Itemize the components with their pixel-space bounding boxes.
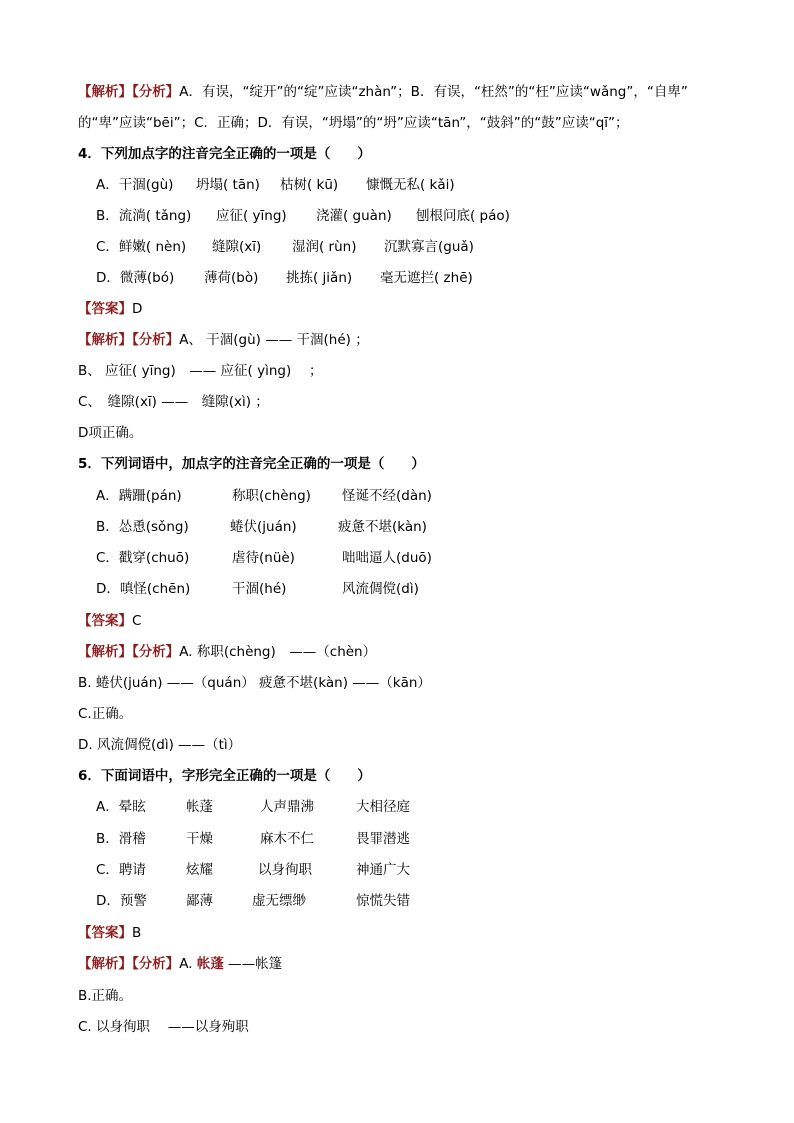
q3-analysis-line2: 的“卑”应读“bēi”；C．正确；D．有误，“坍塌”的“坍”应读“tān”，“鼓斜”的“鼓”应读“qī”； (78, 115, 629, 131)
option-cell: 帐蓬 (186, 799, 213, 815)
option-cell: A．蹒跚(pán) (96, 488, 182, 504)
answer-value: B (132, 925, 142, 941)
analysis-prefix: A. (179, 956, 197, 972)
analysis-text: A、 干涸(gù) —— 干涸(hé) ； (179, 332, 369, 348)
answer-value: D (132, 301, 143, 317)
option-cell: 咄咄逼人(duō) (342, 550, 432, 566)
option-cell: 挑拣( jiǎn) (286, 270, 353, 286)
analysis-text: A. 称职(chèng) ——（chèn） (179, 644, 377, 660)
option-cell: 刨根问底( páo) (416, 208, 510, 224)
analysis-tag: 【解析】 (78, 332, 132, 348)
option-cell: 应征( yīng) (216, 208, 287, 224)
answer-value: C (132, 613, 142, 629)
option-cell: 薄荷(bò) (204, 270, 259, 286)
q4-answer (78, 299, 142, 319)
option-cell: 缝隙(xī) (212, 239, 262, 255)
option-cell: 畏罪潜逃 (356, 831, 410, 847)
answer-tag: 【答案】 (78, 301, 132, 317)
option-cell: 蜷伏(juán) (230, 519, 297, 535)
analysis-text: A．有误，“绽开”的“绽”应读“zhàn”；B．有误，“枉然”的“枉”应读“wǎng”，“自卑” (179, 84, 688, 100)
q4-stem: 4．下列加点字的注音完全正确的一项是（ ） (78, 146, 371, 162)
option-cell: A．晕眩 (96, 799, 146, 815)
correct-word: ——帐篷 (223, 956, 283, 972)
q5-stem: 5．下列词语中，加点字的注音完全正确的一项是（ ） (78, 456, 425, 472)
fenxi-tag: 【分析】 (132, 332, 180, 348)
q4-analysis-line3: C、 缝隙(xī) —— 缝隙(xì) ； (78, 394, 269, 410)
q5-analysis-line3: C.正确。 (78, 706, 133, 722)
q3-analysis-line1 (78, 82, 688, 102)
option-cell: 怪诞不经(dàn) (342, 488, 432, 504)
option-cell: 风流倜傥(dì) (342, 581, 419, 597)
option-cell: 虐待(nüè) (232, 550, 295, 566)
q6-analysis-line1 (78, 954, 282, 974)
option-cell: 虚无缥缈 (252, 893, 306, 909)
option-cell: 惊慌失错 (356, 893, 410, 909)
option-cell: 以身徇职 (258, 862, 312, 878)
q5-analysis-line4: D. 风流倜傥(dì) ——（tì） (78, 737, 242, 753)
q5-answer (78, 611, 141, 631)
answer-tag: 【答案】 (78, 925, 132, 941)
fenxi-tag: 【分析】 (132, 956, 180, 972)
analysis-tag: 【解析】 (78, 84, 132, 100)
analysis-tag: 【解析】 (78, 644, 132, 660)
option-cell: D．预警 (96, 893, 147, 909)
answer-tag: 【答案】 (78, 613, 132, 629)
option-cell: D．微薄(bó) (96, 270, 175, 286)
wrong-word: 帐蓬 (196, 956, 224, 972)
analysis-tag: 【解析】 (78, 956, 132, 972)
option-cell: 鄙薄 (186, 893, 213, 909)
option-cell: B．怂恿(sǒng) (96, 519, 189, 535)
q5-analysis-line1 (78, 642, 376, 662)
option-cell: C．鲜嫩( nèn) (96, 239, 187, 255)
q5-analysis-line2: B. 蜷伏(juán) ——（quán） 疲惫不堪(kàn) ——（kān） (78, 675, 431, 691)
option-cell: 炫耀 (186, 862, 213, 878)
option-cell: B．滑稽 (96, 831, 146, 847)
q4-analysis-line2: B、 应征( yīng) —— 应征( yìng) ； (78, 363, 323, 379)
q4-analysis-line4: D项正确。 (78, 425, 143, 441)
option-cell: 神通广大 (356, 862, 410, 878)
option-cell: 浇灌( guàn) (316, 208, 392, 224)
option-cell: 毫无遮拦( zhē) (380, 270, 473, 286)
fenxi-tag: 【分析】 (132, 84, 180, 100)
option-cell: C．聘请 (96, 862, 146, 878)
q6-stem: 6．下面词语中，字形完全正确的一项是（ ） (78, 768, 371, 784)
option-cell: 慷慨无私( kǎi) (366, 177, 455, 193)
fenxi-tag: 【分析】 (132, 644, 180, 660)
q6-analysis-line2: B.正确。 (78, 988, 133, 1004)
option-cell: 沉默寡言(guǎ) (384, 239, 474, 255)
option-cell: 坍塌( tān) (196, 177, 260, 193)
q6-answer (78, 923, 141, 943)
q6-analysis-line3: C. 以身徇职 ——以身殉职 (78, 1019, 249, 1035)
option-cell: 干涸(hé) (232, 581, 287, 597)
q4-analysis-line1 (78, 330, 369, 350)
option-cell: 湿润( rùn) (292, 239, 357, 255)
option-cell: 麻木不仁 (260, 831, 314, 847)
option-cell: B．流淌( tǎng) (96, 208, 192, 224)
option-cell: 枯树( kū) (280, 177, 339, 193)
option-cell: D．嗔怪(chēn) (96, 581, 191, 597)
option-cell: 疲惫不堪(kàn) (338, 519, 427, 535)
option-cell: 大相径庭 (356, 799, 410, 815)
option-cell: 称职(chèng) (232, 488, 311, 504)
option-cell: C．戳穿(chuō) (96, 550, 190, 566)
option-cell: A．干涸(gù) (96, 177, 174, 193)
option-cell: 人声鼎沸 (260, 799, 314, 815)
option-cell: 干燥 (186, 831, 213, 847)
